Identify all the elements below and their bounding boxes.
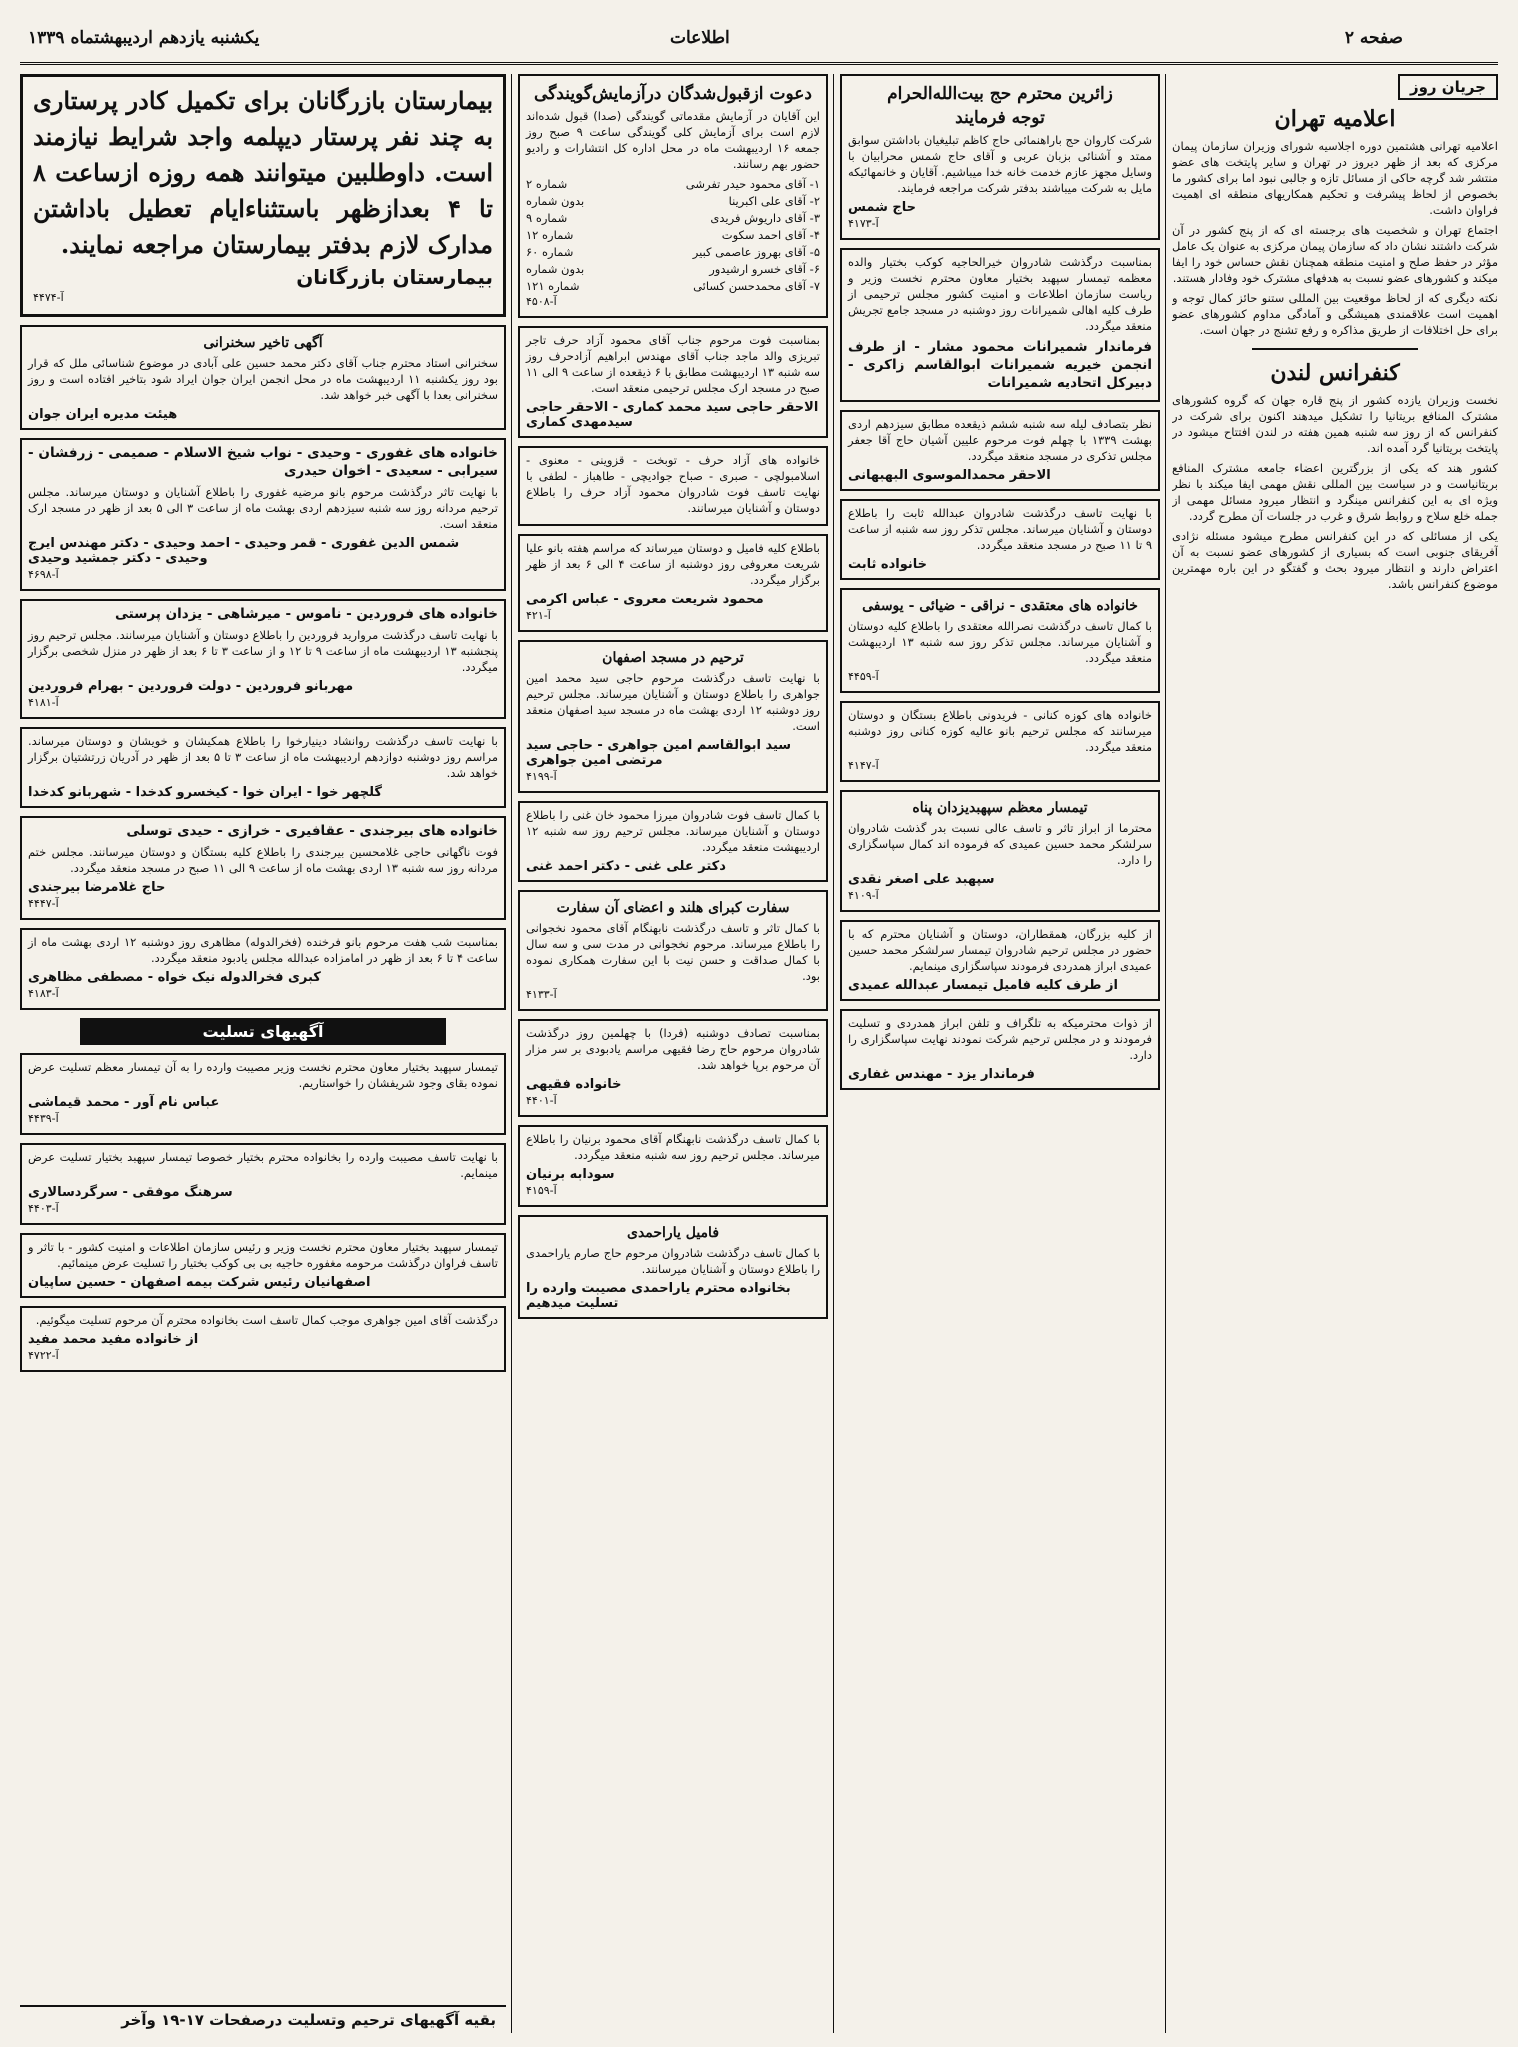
section-label: جریان روز [1398,74,1498,100]
ad-subtitle: توجه فرمایند [955,108,1045,128]
notice-text: با کمال تاسف درگذشت نصرالله معتقدی را باطلاع کلیه دوستان و آشنایان میرساند. مجلس تذکر روز سه شنبه ۱۳ اردیبهشت منعقد میگردد. [848,619,1152,665]
notice-text: نظر بتصادف لیله سه شنبه ششم ذیقعده مطابق سیزدهم اردی بهشت ۱۳۳۹ با چهلم فوت مرحوم علیین آشیان حاج آقا جعفر مجلس تذکری در مسجد منعقد میگردد. [848,417,1152,463]
notice-text: باطلاع کلیه فامیل و دوستان میرساند که مراسم هفته بانو علیا شریعت معروفی روز دوشنبه از ساعت ۴ الی ۶ بعد از ظهر برگزار میگردد. [526,541,820,587]
notice-signature: هیئت مدیره ایران جوان [28,407,178,422]
ad-code: آ-۴۱۷۳ [848,217,879,230]
notice-signature: الاحقر محمدالموسوی البهبهانی [848,468,1051,483]
condolence-box [20,1306,506,1372]
notice-signature: محمود شریعت معروی - عباس اکرمی [526,592,764,607]
notice-names: فرماندار شمیرانات محمود مشار - از طرف انجمن خیریه شمیرانات ابوالقاسم زاکری - دبیرکل اتحادیه شمیرانات [848,339,1152,391]
notice-box [518,1019,828,1117]
notice-text: فوت ناگهانی حاجی غلامحسین بیرجندی را باطلاع کلیه بستگان و دوستان میرسانند. مجلس ختم مردانه روز سه شنبه ۱۳ اردی بهشت ماه از ساعت ۹ الی ۱۱ صبح در مسجد منعقد میگردد. [28,845,498,875]
hospital-ad-code: آ-۴۴۷۴ [33,291,64,304]
notice-code: آ-۴۱۹۹ [526,770,557,783]
notice-signature: مهربانو فروردین - دولت فروردین - بهرام فروردین [28,679,354,694]
notice-signature: از طرف کلیه فامیل تیمسار عبدالله عمیدی [848,978,1118,993]
notice-title: فامیل یاراحمدی [626,1225,720,1241]
notice-text: بمناسبت درگذشت شادروان خیرالحاجیه کوکب بختیار والده معظمه تیمسار سپهبد بختیار معاون محترم نخست وزیر و ریاست سازمان اطلاعات و امنیت کشور مجلس ترحیمی از طرف کلیه اهالی شمیرانات روز دوشنبه در مسجد جامع تجریش منعقد میگردد. [848,255,1152,333]
list-item: ۵- آقای بهروز عاصمی کبیر شماره ۶۰ [526,245,820,259]
notice-signature: کبری فخرالدوله نیک خواه - مصطفی مظاهری [28,970,321,985]
audition-list [526,176,820,295]
notice-code: آ-۴۱۸۳ [28,987,59,1000]
article-paragraph: کشور هند که یکی از بزرگترین اعضاء جامعه مشترک المنافع بریتانیاست و در سیاست بین المللی نقش مهمی ایفا میکند با نظر ویژه ای به این کنفرانس مینگرد و انتظار میرود مسائل مهمی از جمله خلع سلاح و روابط شرق و غرب در جلسات آن مطرح گردد. [1172,461,1498,523]
notice-text: با نهایت تاسف درگذشت مروارید فروردین را باطلاع دوستان و آشنایان میرسانند. مجلس ترحیم روز پنجشنبه ۱۳ اردیبهشت ماه از ساعت ۹ تا ۱۲ و از ساعت ۳ تا ۶ بعد از ظهر در منزل شخصی برگزار میگردد. [28,628,498,674]
notice-text: خانواده های آزاد حرف - توبخت - قزوینی - معنوی - اسلامبولچی - صبری - صباح جوادیچی - طاهباز - لطفی با نهایت تاسف فوت شادروان محمود آزاد حرف را باطلاع دوستان و آشنایان میرسانند. [526,453,820,515]
notice-box [840,499,1160,580]
notice-code: آ-۴۱۴۷ [848,759,879,772]
notice-code: آ-۴۱۰۹ [848,889,879,902]
condolence-text: درگذشت آقای امین جواهری موجب کمال تاسف است بخانواده محترم آن مرحوم تسلیت میگوئیم. [35,1313,498,1327]
list-item: ۲- آقای علی اکبرینا بدون شماره [526,194,820,208]
notice-box [840,248,1160,402]
column-ads [20,74,506,2005]
header-paper-name: اطلاعات [670,28,730,48]
notice-box [20,816,506,920]
condolence-signature: سرهنگ موفقی - سرگردسالاری [28,1185,233,1200]
notice-box [518,640,828,793]
condolence-text: با نهایت تاسف مصیبت وارده را بخانواده محترم بختیار خصوصا تیمسار سپهبد بختیار تسلیت عرض مینمایم. [28,1150,498,1180]
column-rule [833,74,834,2033]
notice-families: خانواده های فروردین - ناموس - میرشاهی - یزدان پرستی [115,606,498,622]
ad-title: زائرین محترم حج بیت‌الله‌الحرام [887,84,1113,104]
notice-signature: خانواده فقیهی [526,1077,622,1092]
notice-signature: الاحقر حاجی سید محمد کماری - الاحقر حاجی سیدمهدی کماری [526,400,819,430]
header-page-number: صفحه ۲ [1344,28,1403,48]
ad-code: آ-۴۵۰۸ [526,295,557,308]
article-paragraph: نکته دیگری که از لحاظ موقعیت بین المللی ستنو حائز کمال توجه و اهمیت است علاقمندی همیشگی و آمادگی مداوم کشورهای عضو برای حل اختلافات از طریق مذاکره و رفع تشنج در جهان است. [1172,291,1498,337]
condolence-code: آ-۴۷۲۲ [28,1349,59,1362]
notice-text: با کمال تاثر و تاسف درگذشت نابهنگام آقای محمود نخجوانی را باطلاع میرساند. مرحوم نخجوانی در مدت سی و سه سال با کمال صداقت و حسن نیت با این سفارت همکاری نموده بود. [526,921,820,983]
ad-signature: حاج شمس [848,200,917,215]
notice-title: آگهی تاخیر سخنرانی [203,335,323,351]
continuation-text: بقیه آگهیهای ترحیم وتسلیت درصفحات ۱۷-۱۹ وآخر [121,2011,496,2029]
condolence-box [20,1233,506,1298]
notice-code: آ-۴۴۰۱ [526,1094,557,1107]
notice-box [518,446,828,526]
ad-text: این آقایان در آزمایش مقدماتی گویندگی (صدا) قبول شده‌اند لازم است برای آزمایش کلی گویندگی ساعت ۹ صبح روز جمعه ۱۶ اردیبهشت ماه در محل اداره کل انتشارات و رادیو حضور بهم رسانند. [526,109,820,171]
lecture-notice [20,325,506,430]
article-title: کنفرانس لندن [1270,360,1400,386]
notice-text: از کلیه بزرگان، همقطاران، دوستان و آشنایان محترم که با حضور در مجلس ترحیم شادروان تیمسار سرلشکر محمد حسین عمیدی ابراز همدردی فرمودند سپاسگزاری مینمایم. [848,927,1152,973]
condolence-signature: عباس نام آور - محمد قیماشی [28,1095,220,1110]
notice-box [518,534,828,632]
list-item: ۱- آقای محمود حیدر تفرشی شماره ۲ [526,177,820,191]
notice-text: بمناسبت شب هفت مرحوم بانو فرخنده (فخرالدوله) مظاهری روز دوشنبه ۱۲ اردی بهشت ماه از ساعت ۴ تا ۶ بعد از ظهر در امامزاده عبدالله مجلس یادبود منعقد میگردد. [28,935,498,965]
notice-title: ترحیم در مسجد اصفهان [602,650,744,666]
notice-text: با نهایت تاسف درگذشت مرحوم حاجی سید محمد امین جواهری را باطلاع دوستان و آشنایان میرساند. مجلس ترحیم روز دوشنبه ۱۲ اردی بهشت ماه در مسجد سید اصفهان منعقد است. [526,671,820,733]
page-header [20,18,1498,65]
article-paragraph: یکی از مسائلی که در این کنفرانس مطرح میشود مسئله نژادی آفریقای جنوبی است که بسیاری از کشورهای عضو نسبت به آن اعتراض دارند و انتظار میرود بحث و گفتگو در این باره مهمترین موضوع کنفرانس باشد. [1172,529,1498,591]
notice-signature: سید ابوالقاسم امین جواهری - حاجی سید مرتضی امین جواهری [526,738,792,768]
notice-signature: شمس الدین غفوری - قمر وحیدی - احمد وحیدی - دکتر مهندس ایرج وحیدی - دکتر جمشید وحیدی [28,536,460,566]
list-item: ۳- آقای داریوش فریدی شماره ۹ [526,211,820,225]
notice-title: سفارت کبرای هلند و اعضای آن سفارت [556,900,790,916]
notice-box [518,1125,828,1207]
notice-box [20,727,506,808]
notice-text: با نهایت تاثر درگذشت مرحوم بانو مرضیه غفوری را باطلاع آشنایان و دوستان میرساند. مجلس ترحیم مردانه روز سه شنبه سیزدهم اردی بهشت ماه از ساعت ۳ الی ۵ بعد از ظهر در مسجد ارک منعقد است. [28,485,498,531]
article-paragraph: اعلامیه تهرانی هشتمین دوره اجلاسیه شورای وزیران سازمان پیمان مرکزی که بعد از ظهر دیروز در تهران و سایر پایتخت های عضو منتشر شد گرچه حاکی از مسائل تازه و جالبی نبود اما برای کشور ما بخصوص از لحاظ پیشرفت و تحکیم همکاریهای منطقه ای اهمیت فراوان داشت. [1172,139,1498,217]
notice-code: آ-۴۱۸۱ [28,696,59,709]
notice-text: بمناسبت فوت مرحوم جناب آقای محمود آزاد حرف تاجر تبریزی والد ماجد جناب آقای مهندس ابراهیم آزادحرف روز سه شنبه ۱۳ اردیبهشت مطابق با ۶ ذیقعده از ساعت ۹ الی ۱۱ صبح در مسجد ارک مجلس ترحیمی منعقد است. [526,333,820,395]
notice-signature: سپهبد علی اصغر نقدی [848,872,995,887]
notice-box [840,920,1160,1001]
notice-text: محترما از ابراز تاثر و تاسف عالی نسبت بدر گذشت شادروان سرلشکر محمد حسین عمیدی که فرموده اند کمال سپاسگزاری را دارد. [848,821,1152,867]
notice-box [840,701,1160,782]
notice-signature: بخانواده محترم یاراحمدی مصیبت وارده را تسلیت میدهیم [526,1281,791,1311]
notice-families: خانواده های بیرجندی - عقافیری - خرازی - حیدی توسلی [126,823,498,839]
notice-text: با کمال تاسف درگذشت شادروان مرحوم حاج صارم یاراحمدی را باطلاع دوستان و آشنایان میرسانند. [526,1246,820,1276]
notice-box [518,326,828,438]
notice-code: آ-۴۴۵۹ [848,670,879,683]
notice-text: از ذوات محترمیکه به تلگراف و تلفن ابراز همدردی و تسلیت فرمودند و در مجلس ترحیم شرکت نمودند نهایت سپاسگزاری را دارد. [848,1016,1152,1062]
divider [1252,348,1418,350]
column-editorial [1172,74,1498,2033]
continuation-footer [20,2005,506,2033]
notice-box [20,599,506,719]
notice-box [840,1009,1160,1090]
list-item: ۴- آقای احمد سکوت شماره ۱۲ [526,228,820,242]
notice-families: خانواده های غفوری - وحیدی - نواب شیخ الاسلام - صمیمی - زرفشان - سیرابی - سعیدی - اخوان حیدری [28,445,498,479]
notice-text: سخنرانی استاد محترم جناب آقای دکتر محمد حسین علی آبادی در موضوع شناسائی ملل که قرار بود روز یکشنبه ۱۱ اردیبهشت ماه در محل انجمن ایران جوان ایراد شود بتاخیر افتاده است و روز سخنرانی بعدا با آگهی خبر خواهد شد. [28,356,498,402]
notice-box [20,438,506,591]
hajj-ad [840,74,1160,240]
hospital-ad-text: بیمارستان بازرگانان برای تکمیل کادر پرستاری به چند نفر پرستار دیپلمه واجد شرایط نیازمند است. داوطلبین میتوانند همه روزه ازساعت ۸ تا ۴ بعدازظهر باستثناءایام تعطیل باداشتن مدارک لازم بدفتر بیمارستان مراجعه نمایند. [33,86,493,259]
condolence-code: آ-۴۴۰۳ [28,1202,59,1215]
column-rule [1165,74,1166,2033]
column-notices-2 [840,74,1160,2033]
condolence-signature: اصفهانیان رئیس شرکت بیمه اصفهان - حسین ساپیان [28,1275,371,1290]
ad-title: دعوت ازقبول‌شدگان درآزمایش‌گویندگی [534,84,812,104]
notice-box [518,1215,828,1319]
column-notices-3 [518,74,828,2033]
notice-text: با کمال تاسف فوت شادروان میرزا محمود خان غنی را باطلاع دوستان و آشنایان میرساند. مجلس ترحیم روز سه شنبه ۱۲ اردیبهشت منعقد میگردد. [526,808,820,854]
notice-box [518,801,828,882]
notice-signature: فرماندار یزد - مهندس غفاری [848,1067,1035,1082]
condolence-code: آ-۴۴۳۹ [28,1112,59,1125]
hospital-ad [20,74,506,317]
notice-text: بمناسبت تصادف دوشنبه (فردا) با چهلمین روز درگذشت شادروان مرحوم حاج رضا فقیهی مراسم یادبودی بر سر مزار آن مرحوم برپا خواهد شد. [526,1026,820,1072]
notice-box [840,790,1160,912]
notice-signature: دکتر علی غنی - دکتر احمد غنی [526,859,726,874]
notice-code: آ-۴۴۴۷ [28,897,59,910]
notice-box [20,928,506,1010]
header-date: یکشنبه یازدهم اردیبهشتماه ۱۳۳۹ [28,28,260,48]
notice-text: با نهایت تاسف درگذشت روانشاد دینیارخوا را باطلاع همکیشان و خویشان و دوستان میرساند. مراسم روز دوشنبه دوازدهم اردیبهشت ماه از ساعت ۳ تا ۵ بعد از ظهر در آدریان زرتشتیان برگزار خواهد شد. [28,734,498,780]
condolence-box [20,1143,506,1225]
notice-text: خانواده های کوزه کنانی - فریدونی باطلاع بستگان و دوستان میرسانند که مجلس ترحیم بانو عالیه کوزه کنانی روز دوشنبه منعقد میگردد. [848,708,1152,754]
notice-box [840,588,1160,693]
condolence-text: تیمسار سپهبد بختیار معاون محترم نخست وزیر مصیبت وارده را به آن تیمسار معظم تسلیت عرض نموده بقای وجود شریفشان را خواستاریم. [28,1060,498,1090]
condolence-text: تیمسار سپهبد بختیار معاون محترم نخست وزیر و رئیس سازمان اطلاعات و امنیت کشور - با تاثر و تاسف فراوان درگذشت مرحومه مغفوره حاجیه بی بی کوکب بختیار را تسلیت عرض مینمائیم. [28,1240,498,1270]
list-item: ۶- آقای خسرو ارشیدور بدون شماره [526,262,820,276]
notice-signature: خانواده ثابت [848,557,928,572]
notice-code: آ-۴۶۹۸ [28,568,59,581]
newspaper-page [20,18,1498,2033]
condolence-signature: از خانواده مفید محمد مفید [28,1332,199,1347]
condolences-section-label: آگهیهای تسلیت [80,1018,446,1045]
notice-title: تیمسار معظم سپهبدیزدان پناه [912,800,1088,816]
hospital-ad-signature: بیمارستان بازرگانان [296,265,493,289]
notice-code: آ-۴۱۵۹ [526,1184,557,1197]
notice-signature: گلچهر خوا - ایران خوا - کیخسرو کدخدا - شهربانو کدخدا [28,785,382,800]
notice-text: با کمال تاسف درگذشت نابهنگام آقای محمود برنیان را باطلاع میرساند. مجلس ترحیم روز سه شنبه منعقد میگردد. [526,1132,820,1162]
article-paragraph: اجتماع تهران و شخصیت های برجسته ای که از پنج کشور در آن شرکت داشتند نشان داد که سازمان پیمان مرکزی به عنوان یک عامل مؤثر در حفظ صلح و امنیت منطقه همچنان نقش حساس خود را ایفا میکند و کشورهای عضو نسبت به هدفهای مشترک خود وفادار هستند. [1172,223,1498,285]
list-item: ۷- آقای محمدحسن کسائی شماره ۱۲۱ [526,279,820,293]
ad-text: شرکت کاروان حج باراهنمائی حاج کاظم تبلیغیان باداشتن سوابق ممتد و آشنائی بزبان عربی و آقای حاج شمس محرابیان با وسایل مجهز عازم خدمت خانه خدا میباشیم. آقایان و خانمهائیکه مایل به شرکت میباشند بدفتر شرکت مراجعه فرمایند. [848,133,1152,195]
notice-box [840,410,1160,491]
column-rule [511,74,512,2033]
audition-ad [518,74,828,318]
notice-title: خانواده های معتقدی - نراقی - ضیائی - یوسفی [862,598,1138,614]
notice-code: آ-۴۱۳۳ [526,988,557,1001]
condolence-box [20,1053,506,1135]
notice-text: با نهایت تاسف درگذشت شادروان عبدالله ثابت را باطلاع دوستان و آشنایان میرساند. مجلس تذکر روز سه شنبه از ساعت ۹ تا ۱۱ صبح در مسجد منعقد میگردد. [848,506,1152,552]
notice-signature: حاج غلامرضا بیرجندی [28,880,166,895]
article-title: اعلامیه تهران [1274,106,1396,132]
notice-code: آ-۴۲۱ [526,609,551,622]
article-paragraph: نخست وزیران یازده کشور از پنج قاره جهان که گروه کشورهای مشترک المنافع بریتانیا را تشکیل میدهند اکنون برای شرکت در کنفرانس که از روز سه شنبه همین هفته در لندن افتتاح میشود در پایتخت بریتانیا گرد آمده اند. [1172,393,1498,455]
notice-box [518,890,828,1011]
notice-signature: سودابه برنیان [526,1167,615,1182]
